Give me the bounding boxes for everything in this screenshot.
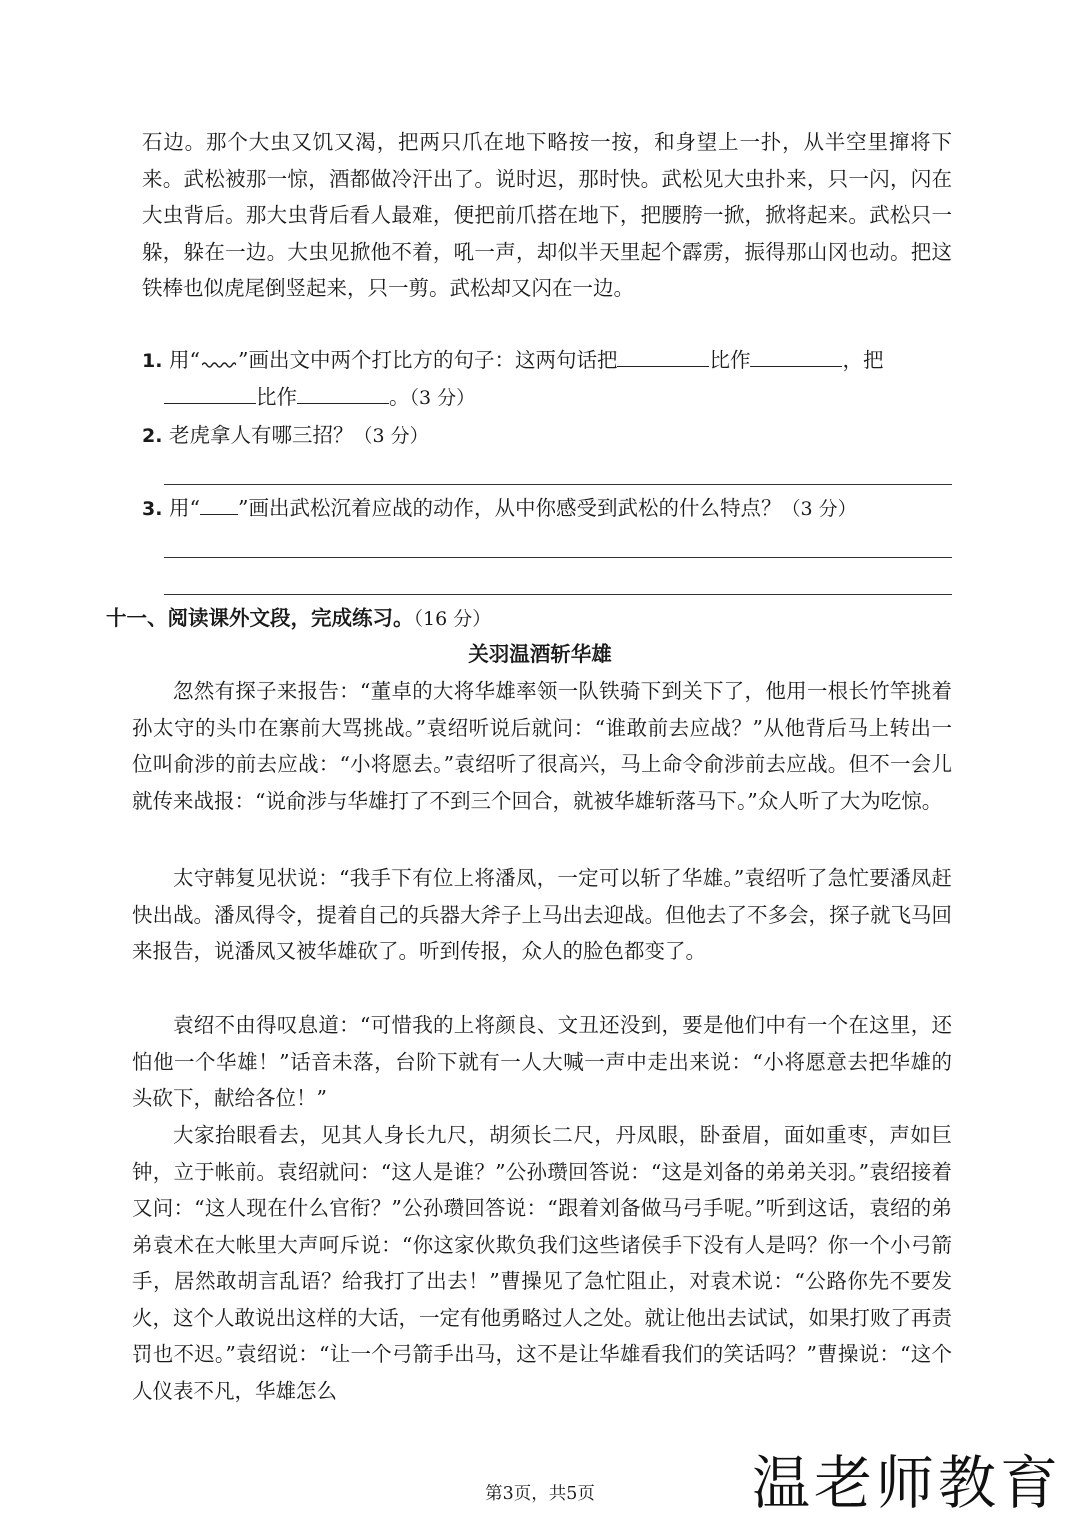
question-2-text: 老虎拿人有哪三招？	[168, 423, 354, 447]
question-3	[142, 490, 857, 527]
page-number: 第3页，共5页	[485, 1484, 595, 1504]
top-passage: 石边。那个大虫又饥又渴，把两只爪在地下略按一按，和身望上一扑，从半空里撺将下来。武松被那一惊，酒都做冷汗出了。说时迟，那时快。武松见大虫扑来，只一闪，闪在大虫背后。那大虫背后看人最难，便把前爪搭在地下，把腰胯一掀，掀将起来。武松只一躲，躲在一边。大虫见掀他不着，吼一声，却似半天里起个霹雳，振得那山冈也动。把这铁棒也似虎尾倒竖起来，只一剪。武松却又闪在一边。	[142, 130, 952, 300]
answer-line-q3-1[interactable]	[164, 557, 952, 558]
section-heading	[106, 601, 491, 636]
question-2-score: （3 分）	[353, 425, 429, 447]
answer-line-q3-2[interactable]	[164, 594, 952, 595]
question-1-compare-1: 比作	[709, 348, 751, 372]
answer-line-q2[interactable]	[164, 484, 952, 485]
question-1-period: 。	[389, 385, 410, 409]
question-1-prefix: 用“	[168, 348, 200, 372]
question-1-compare-2: 比作	[256, 385, 297, 409]
question-1-line-2	[164, 379, 475, 416]
question-1-comma: ，把	[842, 348, 884, 372]
wavy-underline-mark	[200, 345, 238, 367]
question-1-text: ”画出文中两个打比方的句子：这两句话把	[237, 348, 618, 372]
section-score: （16 分）	[413, 608, 492, 630]
question-3-number: 3.	[142, 498, 163, 520]
question-3-prefix: 用“	[168, 496, 200, 520]
question-3-text: ”画出武松沉着应战的动作，从中你感受到武松的什么特点？	[237, 496, 782, 520]
answer-blank-2[interactable]	[750, 346, 842, 367]
answer-blank-3[interactable]	[164, 383, 256, 404]
section-heading-text: 十一、阅读课外文段，完成练习。	[106, 606, 414, 630]
question-1-score: （3 分）	[409, 387, 476, 409]
story-title: 关羽温酒斩华雄	[468, 642, 612, 666]
question-3-score: （3 分）	[781, 498, 857, 520]
straight-underline-mark	[200, 494, 238, 515]
answer-blank-4[interactable]	[297, 383, 389, 404]
question-1-number: 1.	[142, 350, 163, 372]
story-paragraph-3: 袁绍不由得叹息道：“可惜我的上将颜良、文丑还没到，要是他们中有一个在这里，还怕他一个华雄！”话音未落，台阶下就有一人大喊一声中走出来说：“小将愿意去把华雄的头砍下，献给各位！”	[132, 1013, 952, 1110]
story-paragraph-2: 太守韩复见状说：“我手下有位上将潘凤，一定可以斩了华雄。”袁绍听了急忙要潘凤赶快出战。潘凤得令，提着自己的兵器大斧子上马出去迎战。但他去了不多会，探子就飞马回来报告，说潘凤又被华雄砍了。听到传报，众人的脸色都变了。	[132, 866, 952, 963]
watermark: 温老师教育	[751, 1449, 1062, 1517]
question-2-number: 2.	[142, 425, 163, 447]
answer-blank-1[interactable]	[617, 346, 709, 367]
question-2	[142, 417, 429, 454]
question-1-line-1	[142, 342, 883, 379]
story-paragraph-4: 大家抬眼看去，见其人身长九尺，胡须长二尺，丹凤眼，卧蚕眉，面如重枣，声如巨钟，立于帐前。袁绍就问：“这人是谁？”公孙瓒回答说：“这是刘备的弟弟关羽。”袁绍接着又问：“这人现在什么官衔？”公孙瓒回答说：“跟着刘备做马弓手呢。”听到这话，袁绍的弟弟袁术在大帐里大声呵斥说：“你这家伙欺负我们这些诸侯手下没有人是吗？你一个小弓箭手，居然敢胡言乱语？给我打了出去！”曹操见了急忙阻止，对袁术说：“公路你先不要发火，这个人敢说出这样的大话，一定有他勇略过人之处。就让他出去试试，如果打败了再责罚也不迟。”袁绍说：“让一个弓箭手出马，这不是让华雄看我们的笑话吗？”曹操说：“这个人仪表不凡，华雄怎么	[132, 1123, 952, 1403]
story-paragraph-1: 忽然有探子来报告：“董卓的大将华雄率领一队铁骑下到关下了，他用一根长竹竿挑着孙太守的头巾在寨前大骂挑战。”袁绍听说后就问：“谁敢前去应战？”从他背后马上转出一位叫俞涉的前去应战：“小将愿去。”袁绍听了很高兴，马上命令俞涉前去应战。但不一会儿就传来战报：“说俞涉与华雄打了不到三个回合，就被华雄斩落马下。”众人听了大为吃惊。	[132, 679, 952, 813]
